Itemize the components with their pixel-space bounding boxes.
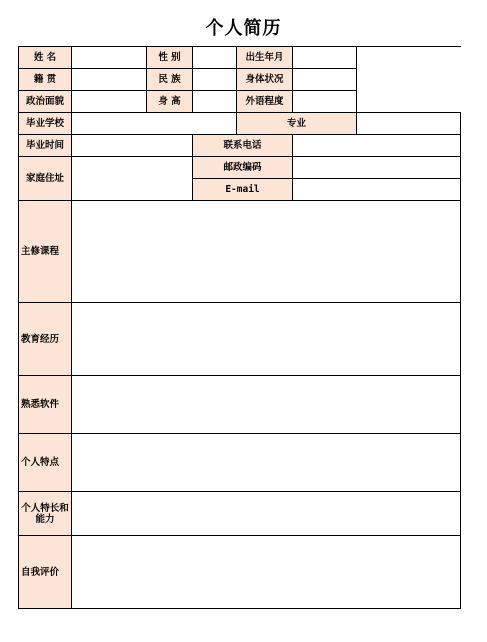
email-label: E-mail bbox=[193, 179, 293, 201]
height-label: 身 高 bbox=[147, 91, 193, 113]
major-field[interactable] bbox=[357, 113, 461, 135]
health-field[interactable] bbox=[293, 69, 357, 91]
gender-label: 性 别 bbox=[147, 47, 193, 69]
resume-form bbox=[18, 46, 461, 609]
grad-time-field[interactable] bbox=[72, 135, 193, 157]
birth-label: 出生年月 bbox=[237, 47, 293, 69]
name-field[interactable] bbox=[72, 47, 147, 69]
traits-field[interactable] bbox=[72, 434, 461, 492]
political-label: 政治面貌 bbox=[19, 91, 72, 113]
postcode-field[interactable] bbox=[293, 157, 461, 179]
ethnicity-label: 民 族 bbox=[147, 69, 193, 91]
school-field[interactable] bbox=[72, 113, 237, 135]
gender-field[interactable] bbox=[193, 47, 237, 69]
height-field[interactable] bbox=[193, 91, 237, 113]
self-evaluation-field[interactable] bbox=[72, 536, 461, 609]
birth-field[interactable] bbox=[293, 47, 357, 69]
education-field[interactable] bbox=[72, 303, 461, 376]
native-place-field[interactable] bbox=[72, 69, 147, 91]
self-evaluation-label: 自我评价 bbox=[19, 536, 72, 609]
skills-label: 个人特长和能力 bbox=[19, 492, 72, 536]
courses-label: 主修课程 bbox=[19, 201, 72, 303]
page-title: 个人简历 bbox=[205, 18, 282, 39]
courses-field[interactable] bbox=[72, 201, 461, 303]
software-label: 熟悉软件 bbox=[19, 376, 72, 434]
name-label: 姓 名 bbox=[19, 47, 72, 69]
grad-time-label: 毕业时间 bbox=[19, 135, 72, 157]
skills-field[interactable] bbox=[72, 492, 461, 536]
phone-label: 联系电话 bbox=[193, 135, 293, 157]
education-label: 教育经历 bbox=[19, 303, 72, 376]
major-label: 专业 bbox=[237, 113, 357, 135]
ethnicity-field[interactable] bbox=[193, 69, 237, 91]
phone-field[interactable] bbox=[293, 135, 461, 157]
foreign-language-label: 外语程度 bbox=[237, 91, 293, 113]
political-field[interactable] bbox=[72, 91, 147, 113]
email-field[interactable] bbox=[293, 179, 461, 201]
software-field[interactable] bbox=[72, 376, 461, 434]
postcode-label: 邮政编码 bbox=[193, 157, 293, 179]
health-label: 身体状况 bbox=[237, 69, 293, 91]
traits-label: 个人特点 bbox=[19, 434, 72, 492]
native-place-label: 籍 贯 bbox=[19, 69, 72, 91]
address-label: 家庭住址 bbox=[19, 157, 72, 201]
foreign-language-field[interactable] bbox=[293, 91, 357, 113]
address-field[interactable] bbox=[72, 157, 193, 201]
school-label: 毕业学校 bbox=[19, 113, 72, 135]
photo-area[interactable] bbox=[357, 47, 461, 113]
